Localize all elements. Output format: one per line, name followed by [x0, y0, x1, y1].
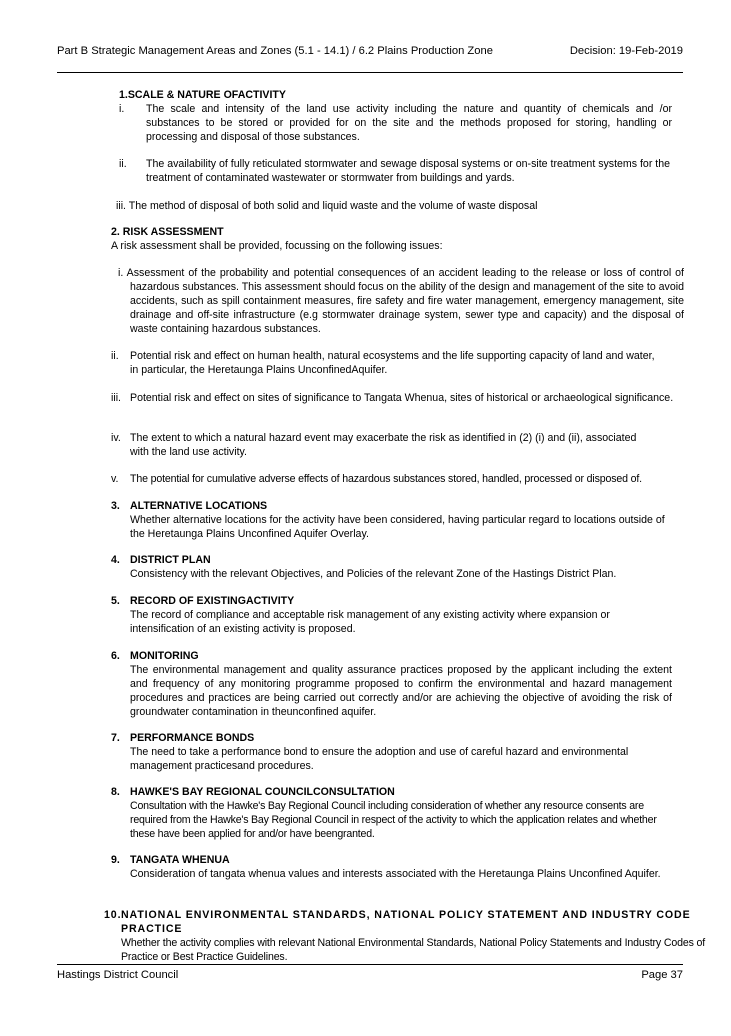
page-header	[57, 44, 683, 58]
footer-council-name: Hastings District Council	[57, 969, 179, 981]
section-1-ii-number: ii.	[119, 158, 127, 170]
section-5-text: The record of compliance and acceptable risk management of any existing activity where expansion or intensification of an existing activity is proposed.	[130, 609, 610, 635]
section-2-ii-number: ii.	[111, 350, 119, 362]
section-7-text: The need to take a performance bond to ensure the adoption and use of careful hazard and environmental management practicesand procedures.	[130, 746, 629, 772]
header-rule	[57, 72, 683, 73]
section-1-iii-text: iii. The method of disposal of both solid and liquid waste and the volume of waste disposal	[116, 200, 538, 212]
section-1-i-text: The scale and intensity of the land use activity including the nature and quantity of chemicals and /or substances to be stored or provided for on the site and the methods proposed for storing, handling or processing and disposal of those substances.	[146, 103, 672, 143]
section-2-v-number: v.	[111, 473, 119, 485]
section-2-intro: A risk assessment shall be provided, focussing on the following issues:	[111, 240, 443, 252]
page-footer	[57, 968, 683, 982]
section-4-title: DISTRICT PLAN	[130, 554, 211, 566]
footer-rule	[57, 964, 683, 965]
section-2-iii-number: iii.	[111, 392, 122, 404]
section-3-number: 3.	[111, 500, 120, 512]
section-9-title: TANGATA WHENUA	[130, 854, 230, 866]
section-3-text: Whether alternative locations for the activity have been considered, having particular regard to locations outside of the Heretaunga Plains Unconfined Aquifer Overlay.	[130, 514, 665, 540]
section-2-iv-text: The extent to which a natural hazard event may exacerbate the risk as identified in (2) (i) and (ii), associated with the land use activity.	[130, 432, 637, 458]
section-8-text: Consultation with the Hawke's Bay Regional Council including consideration of whether any resource consents are required from the Hawke's Bay Regional Council in respect of the activity to which the application relates and whether these have been applied for and/or have beengranted.	[130, 800, 657, 840]
section-10-text: Whether the activity complies with relevant National Environmental Standards, National Policy Statements and Industry Codes of Practice or Best Practice Guidelines.	[121, 937, 706, 963]
section-3-title: ALTERNATIVE LOCATIONS	[130, 500, 268, 512]
section-1-ii-text: The availability of fully reticulated stormwater and sewage disposal systems or on-site treatment systems for the treatment of contaminated wastewater or stormwater from buildings and yards.	[146, 158, 671, 184]
section-2-iii-text: Potential risk and effect on sites of significance to Tangata Whenua, sites of historical or archaeological significance.	[130, 392, 674, 404]
section-6-text: The environmental management and quality assurance practices proposed by the applicant including the extent and frequency of any monitoring programme proposed to confirm the environmental and hazard management procedures and practices are being carried out correctly and/or are achieving the objective of avoiding the risk of groundwater contamination in theunconfined aquifer.	[130, 664, 672, 718]
section-10-number: 10.	[104, 909, 122, 921]
section-7-number: 7.	[111, 732, 120, 744]
section-5-title: RECORD OF EXISTINGACTIVITY	[130, 595, 295, 607]
section-9-text: Consideration of tangata whenua values and interests associated with the Heretaunga Plains Unconfined Aquifer.	[130, 868, 661, 880]
footer-page-number: Page 37	[641, 969, 683, 981]
section-10-title: NATIONAL ENVIRONMENTAL STANDARDS, NATIONAL POLICY STATEMENT AND INDUSTRY CODE PRACTICE	[121, 909, 691, 935]
section-4-text: Consistency with the relevant Objectives, and Policies of the relevant Zone of the Hastings District Plan.	[130, 568, 617, 580]
section-6-number: 6.	[111, 650, 120, 662]
section-8-title: HAWKE'S BAY REGIONAL COUNCILCONSULTATION	[130, 786, 395, 798]
section-2-title: 2. RISK ASSESSMENT	[111, 226, 224, 238]
section-1-title: 1.SCALE & NATURE OFACTIVITY	[119, 89, 286, 101]
section-2-ii-text: Potential risk and effect on human health, natural ecosystems and the life supporting capacity of land and water, in particular, the Heretaunga Plains UnconfinedAquifer.	[130, 350, 655, 376]
header-title: Part B Strategic Management Areas and Zones (5.1 - 14.1) / 6.2 Plains Production Zone	[57, 45, 493, 57]
section-2-iv-number: iv.	[111, 432, 121, 444]
section-6-title: MONITORING	[130, 650, 199, 662]
section-2-v-text: The potential for cumulative adverse effects of hazardous substances stored, handled, processed or disposed of.	[130, 473, 642, 485]
section-4-number: 4.	[111, 554, 120, 566]
header-decision-date: Decision: 19-Feb-2019	[569, 45, 683, 57]
section-8-number: 8.	[111, 786, 120, 798]
section-5-number: 5.	[111, 595, 120, 607]
section-2-i-text: i. Assessment of the probability and potential consequences of an accident leading to the release or loss of control of hazardous substances. This assessment should focus on the ability of the design and management of the site to avoid accidents, such as spill containment measures, fire safety and fire water management, emergency management, site drainage and off-site infrastructure (e.g stormwater drainage system, sewer type and capacity) and the disposal of waste containing hazardous substances.	[118, 267, 684, 335]
section-1-i-number: i.	[119, 103, 125, 115]
section-7-title: PERFORMANCE BONDS	[130, 732, 255, 744]
section-9-number: 9.	[111, 854, 120, 866]
